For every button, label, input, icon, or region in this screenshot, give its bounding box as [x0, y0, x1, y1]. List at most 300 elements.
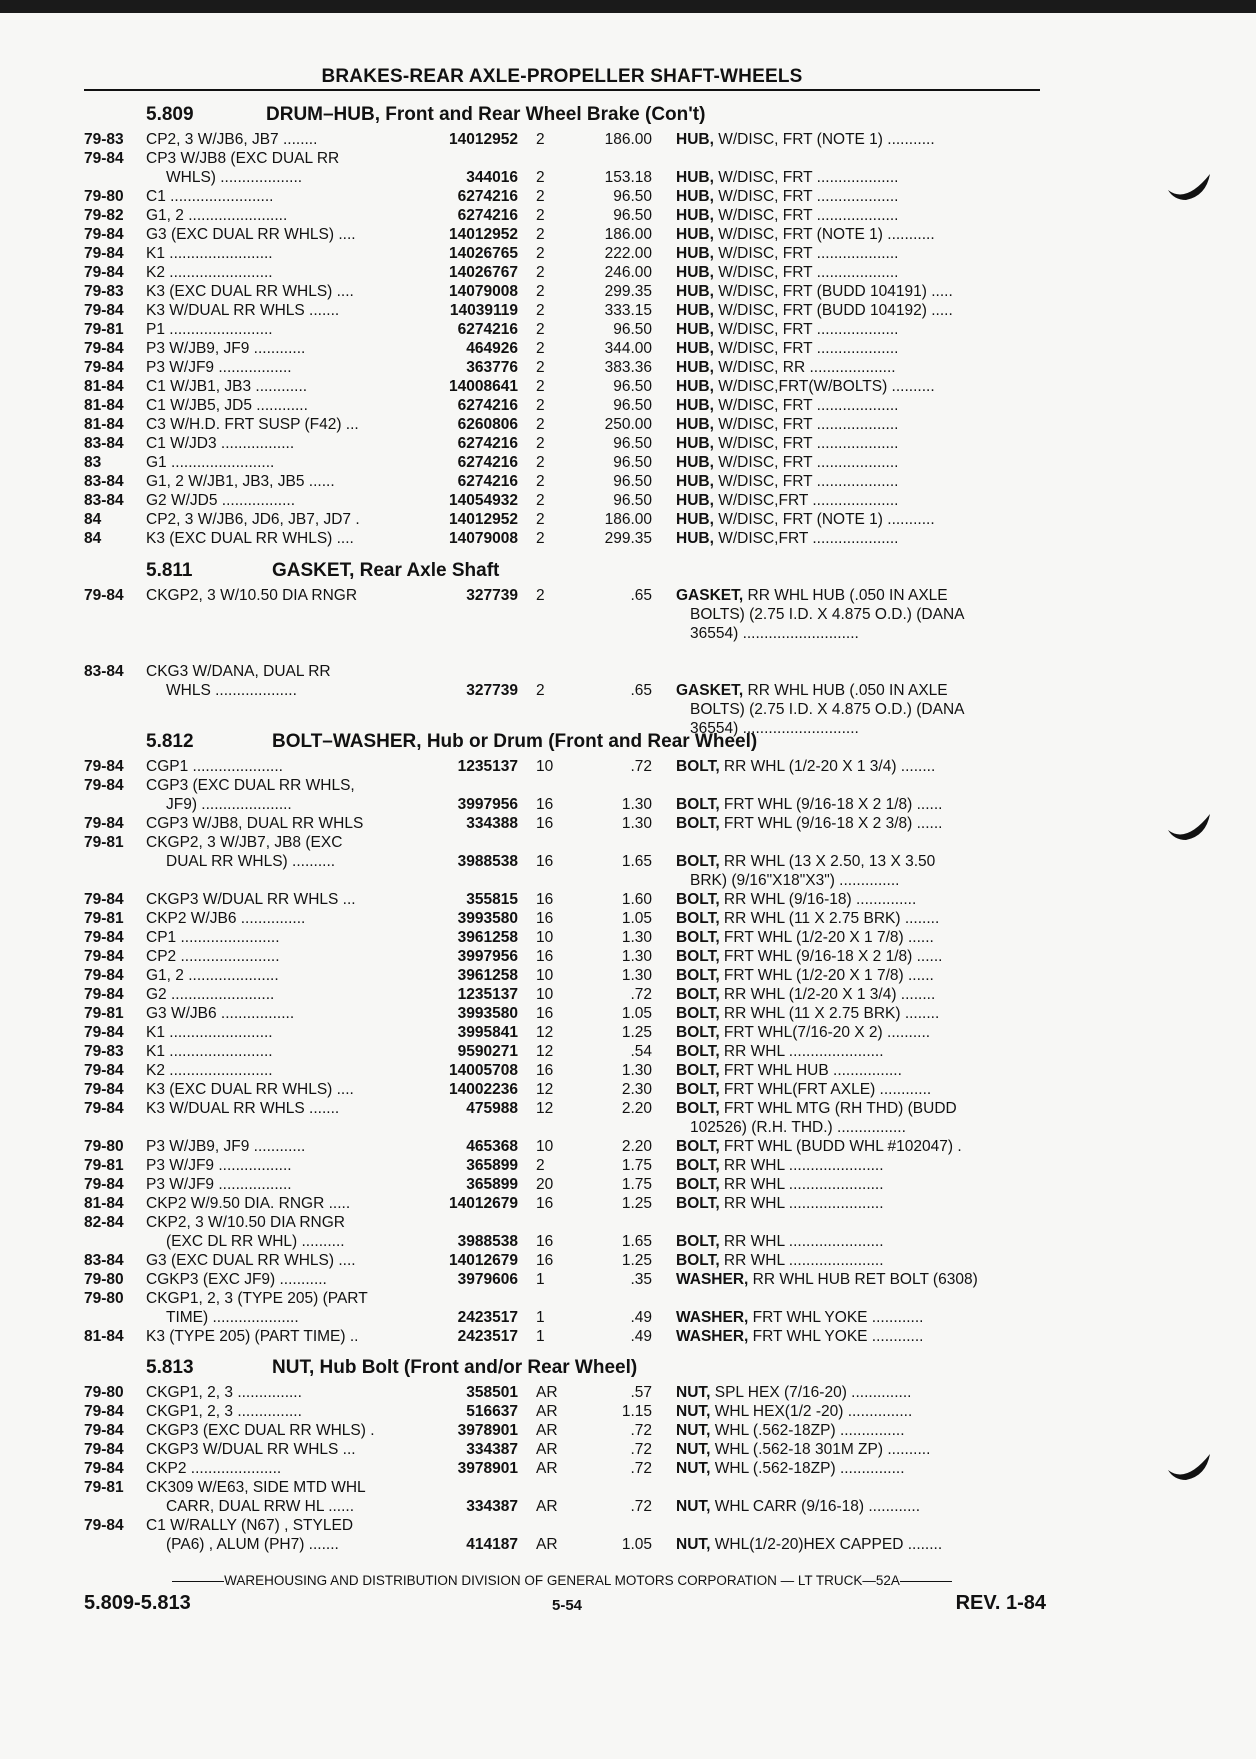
price: 1.30 — [621, 948, 652, 965]
description-text: SPL HEX (7/16-20) .............. — [710, 1384, 912, 1401]
table-row — [0, 1440, 1256, 1459]
description-text: FRT WHL YOKE ............ — [748, 1328, 924, 1345]
description-type: BOLT, — [676, 853, 720, 870]
price: 1.05 — [621, 1005, 652, 1022]
part-number: 14012952 — [449, 226, 518, 243]
table-row — [0, 1478, 1256, 1497]
quantity: 16 — [536, 1062, 554, 1079]
part-number: 475988 — [466, 1100, 518, 1117]
model-years: 79-81 — [84, 321, 124, 338]
price: 96.50 — [613, 492, 652, 509]
price: 96.50 — [613, 454, 652, 471]
description — [676, 1080, 1040, 1099]
description — [676, 871, 1054, 890]
table-row — [0, 301, 1256, 320]
description — [676, 1004, 1040, 1023]
description-text: FRT WHL (1/2-20 X 1 7/8) ...... — [719, 967, 934, 984]
table-row — [0, 1497, 1256, 1516]
description-type: HUB, — [676, 435, 714, 452]
table-row — [0, 130, 1256, 149]
description-text: BOLTS) (2.75 I.D. X 4.875 O.D.) (DANA — [690, 701, 965, 718]
model-years: 79-84 — [84, 1062, 124, 1079]
quantity: 16 — [536, 1005, 554, 1022]
description-text: W/DISC, FRT (NOTE 1) ........... — [713, 131, 935, 148]
description-text: RR WHL (11 X 2.75 BRK) ........ — [719, 1005, 940, 1022]
description-type: BOLT, — [676, 1043, 720, 1060]
quantity: AR — [536, 1422, 558, 1439]
description-text: RR WHL ...................... — [719, 1043, 884, 1060]
application: CKGP3 (EXC DUAL RR WHLS) . — [146, 1422, 375, 1439]
application: WHLS ................... — [166, 682, 297, 699]
quantity: 2 — [536, 302, 545, 319]
part-number: 14079008 — [449, 283, 518, 300]
section-number: 5.811 — [146, 560, 193, 581]
description-type: BOLT, — [676, 796, 720, 813]
table-row — [0, 605, 1256, 624]
description-text: WHL (.562-18ZP) ............... — [710, 1460, 905, 1477]
description — [676, 700, 1054, 719]
part-number: 344016 — [466, 169, 518, 186]
description-text: WHL CARR (9/16-18) ............ — [710, 1498, 921, 1515]
model-years: 81-84 — [84, 1195, 124, 1212]
table-row — [0, 700, 1256, 719]
table-row — [0, 434, 1256, 453]
quantity: AR — [536, 1403, 558, 1420]
footer-revision: REV. 1-84 — [955, 1592, 1046, 1614]
description — [676, 282, 1040, 301]
table-row — [0, 415, 1256, 434]
quantity: 2 — [536, 245, 545, 262]
quantity: 2 — [536, 283, 545, 300]
quantity: 2 — [536, 340, 545, 357]
top-scan-edge — [0, 0, 1256, 13]
table-row — [0, 1327, 1256, 1346]
application: CGKP3 (EXC JF9) ........... — [146, 1271, 327, 1288]
description-type: BOLT, — [676, 1081, 720, 1098]
description — [676, 301, 1040, 320]
description-type: BOLT, — [676, 1062, 720, 1079]
model-years: 79-84 — [84, 302, 124, 319]
binder-hole-icon — [1166, 810, 1212, 844]
description-type: WASHER, — [676, 1328, 749, 1345]
model-years: 79-83 — [84, 131, 124, 148]
quantity: 2 — [536, 587, 545, 604]
price: 222.00 — [604, 245, 652, 262]
description-type: BOLT, — [676, 1195, 720, 1212]
price: .35 — [630, 1271, 652, 1288]
part-number: 14012679 — [449, 1195, 518, 1212]
description-type: HUB, — [676, 264, 714, 281]
application: CP2, 3 W/JB6, JD6, JB7, JD7 . — [146, 511, 360, 528]
model-years: 79-84 — [84, 891, 124, 908]
quantity: 2 — [536, 264, 545, 281]
part-number: 464926 — [466, 340, 518, 357]
description-type: NUT, — [676, 1384, 711, 1401]
part-number: 6260806 — [457, 416, 518, 433]
description — [676, 947, 1040, 966]
application: (EXC DL RR WHL) .......... — [166, 1233, 345, 1250]
table-row — [0, 491, 1256, 510]
table-row — [0, 529, 1256, 548]
application: K3 W/DUAL RR WHLS ....... — [146, 1100, 340, 1117]
description-type: HUB, — [676, 492, 714, 509]
part-number: 334388 — [466, 815, 518, 832]
table-row — [0, 320, 1256, 339]
quantity: 16 — [536, 948, 554, 965]
description — [676, 1497, 1040, 1516]
price: 186.00 — [604, 131, 652, 148]
description — [676, 472, 1040, 491]
description-type: HUB, — [676, 283, 714, 300]
description-text: FRT WHL (9/16-18 X 2 3/8) ...... — [719, 815, 943, 832]
quantity: 12 — [536, 1043, 554, 1060]
price: 299.35 — [604, 283, 652, 300]
description-type: WASHER, — [676, 1271, 749, 1288]
section-heading — [0, 104, 1256, 128]
description-text: RR WHL ...................... — [719, 1157, 884, 1174]
description-type: HUB, — [676, 530, 714, 547]
application: C1 W/RALLY (N67) , STYLED — [146, 1517, 354, 1534]
description — [676, 1459, 1040, 1478]
description-text: FRT WHL(7/16-20 X 2) .......... — [719, 1024, 931, 1041]
description-text: BOLTS) (2.75 I.D. X 4.875 O.D.) (DANA — [690, 606, 965, 623]
description — [676, 339, 1040, 358]
description-text: RR WHL (9/16-18) .............. — [719, 891, 917, 908]
table-row — [0, 244, 1256, 263]
description-text: W/DISC, FRT ................... — [713, 397, 899, 414]
description-type: HUB, — [676, 169, 714, 186]
model-years: 83-84 — [84, 473, 124, 490]
table-row — [0, 1421, 1256, 1440]
quantity: 10 — [536, 986, 554, 1003]
description-text: W/DISC, FRT ................... — [713, 340, 899, 357]
application: (PA6) , ALUM (PH7) ....... — [166, 1536, 339, 1553]
table-row — [0, 1061, 1256, 1080]
description — [676, 434, 1040, 453]
application: C1 ........................ — [146, 188, 274, 205]
application: G3 W/JB6 ................. — [146, 1005, 295, 1022]
application: P3 W/JF9 ................. — [146, 1157, 292, 1174]
quantity: 16 — [536, 1252, 554, 1269]
description-text: W/DISC, FRT ................... — [713, 188, 899, 205]
price: 1.65 — [621, 853, 652, 870]
part-number: 14012952 — [449, 131, 518, 148]
application: WHLS) ................... — [166, 169, 303, 186]
quantity: 12 — [536, 1081, 554, 1098]
quantity: 16 — [536, 1233, 554, 1250]
model-years: 81-84 — [84, 397, 124, 414]
part-number: 3995841 — [457, 1024, 518, 1041]
quantity: 2 — [536, 131, 545, 148]
price: 1.30 — [621, 1062, 652, 1079]
part-number: 3997956 — [457, 948, 518, 965]
application: CP1 ....................... — [146, 929, 280, 946]
application: K2 ........................ — [146, 264, 273, 281]
quantity: 2 — [536, 397, 545, 414]
part-number: 365899 — [466, 1176, 518, 1193]
description-type: NUT, — [676, 1441, 711, 1458]
table-row — [0, 1459, 1256, 1478]
description — [676, 1402, 1040, 1421]
table-row — [0, 206, 1256, 225]
model-years: 79-84 — [84, 758, 124, 775]
table-row — [0, 909, 1256, 928]
description-text: FRT WHL HUB ................ — [719, 1062, 902, 1079]
description-text: BRK) (9/16"X18"X3") .............. — [690, 872, 900, 889]
quantity: 1 — [536, 1309, 545, 1326]
model-years: 79-84 — [84, 1100, 124, 1117]
price: 383.36 — [604, 359, 652, 376]
description-text: W/DISC, RR .................... — [713, 359, 896, 376]
model-years: 83-84 — [84, 1252, 124, 1269]
application: G3 (EXC DUAL RR WHLS) .... — [146, 1252, 356, 1269]
price: .49 — [630, 1309, 652, 1326]
price: 1.25 — [621, 1252, 652, 1269]
table-row — [0, 510, 1256, 529]
description — [676, 890, 1040, 909]
part-number: 14012952 — [449, 511, 518, 528]
description-text: 36554) ........................... — [690, 720, 859, 737]
price: 96.50 — [613, 378, 652, 395]
application: CKGP1, 2, 3 (TYPE 205) (PART — [146, 1290, 368, 1307]
description — [676, 206, 1040, 225]
model-years: 83 — [84, 454, 102, 471]
description — [676, 529, 1040, 548]
part-number: 355815 — [466, 891, 518, 908]
part-number: 334387 — [466, 1498, 518, 1515]
description — [676, 1137, 1040, 1156]
part-number: 3978901 — [457, 1422, 518, 1439]
description-text: RR WHL (1/2-20 X 1 3/4) ........ — [719, 986, 936, 1003]
table-row — [0, 890, 1256, 909]
description — [676, 187, 1040, 206]
description-type: HUB, — [676, 131, 714, 148]
section-number: 5.812 — [146, 731, 194, 752]
model-years: 79-84 — [84, 967, 124, 984]
description-text: RR WHL ...................... — [719, 1252, 884, 1269]
table-row — [0, 1118, 1256, 1137]
description-type: NUT, — [676, 1460, 711, 1477]
description — [676, 453, 1040, 472]
quantity: 16 — [536, 796, 554, 813]
description-text: RR WHL (1/2-20 X 1 3/4) ........ — [719, 758, 936, 775]
model-years: 79-84 — [84, 1517, 124, 1534]
model-years: 79-80 — [84, 1290, 124, 1307]
table-row — [0, 1213, 1256, 1232]
description — [676, 225, 1040, 244]
description-text: FRT WHL(FRT AXLE) ............ — [719, 1081, 932, 1098]
table-row — [0, 757, 1256, 776]
model-years: 79-84 — [84, 986, 124, 1003]
description-type: HUB, — [676, 321, 714, 338]
description — [676, 396, 1040, 415]
section-title: DRUM–HUB, Front and Rear Wheel Brake (Con't) — [266, 104, 706, 125]
table-row — [0, 339, 1256, 358]
application: C3 W/H.D. FRT SUSP (F42) ... — [146, 416, 359, 433]
description-type: BOLT, — [676, 1024, 720, 1041]
price: 1.30 — [621, 796, 652, 813]
price: 1.75 — [621, 1157, 652, 1174]
part-number: 6274216 — [457, 321, 518, 338]
description-type: NUT, — [676, 1403, 711, 1420]
quantity: 2 — [536, 416, 545, 433]
price: 1.25 — [621, 1024, 652, 1041]
part-number: 14039119 — [449, 302, 518, 319]
application: CKG3 W/DANA, DUAL RR — [146, 663, 331, 680]
description-text: 36554) ........................... — [690, 625, 859, 642]
part-number: 363776 — [466, 359, 518, 376]
part-number: 6274216 — [457, 188, 518, 205]
quantity: 10 — [536, 929, 554, 946]
application: G2 W/JD5 ................. — [146, 492, 295, 509]
quantity: 2 — [536, 226, 545, 243]
description-type: HUB, — [676, 416, 714, 433]
part-number: 465368 — [466, 1138, 518, 1155]
table-row — [0, 1270, 1256, 1289]
application: CKGP2, 3 W/JB7, JB8 (EXC — [146, 834, 343, 851]
description-type: HUB, — [676, 397, 714, 414]
model-years: 83-84 — [84, 492, 124, 509]
price: .72 — [630, 1441, 652, 1458]
description-text: W/DISC, FRT ................... — [713, 264, 899, 281]
section-title: BOLT–WASHER, Hub or Drum (Front and Rear Wheel) — [272, 731, 758, 752]
description-text: FRT WHL YOKE ............ — [748, 1309, 924, 1326]
description-text: WHL (.562-18ZP) ............... — [710, 1422, 905, 1439]
quantity: 10 — [536, 967, 554, 984]
application: CGP3 (EXC DUAL RR WHLS, — [146, 777, 355, 794]
application: CP3 W/JB8 (EXC DUAL RR — [146, 150, 340, 167]
application: CK309 W/E63, SIDE MTD WHL — [146, 1479, 366, 1496]
quantity: 2 — [536, 682, 545, 699]
application: CP2 ....................... — [146, 948, 280, 965]
model-years: 79-82 — [84, 207, 124, 224]
application: CKP2 W/9.50 DIA. RNGR ..... — [146, 1195, 351, 1212]
quantity: AR — [536, 1460, 558, 1477]
description-text: W/DISC, FRT ................... — [713, 473, 899, 490]
price: 2.20 — [621, 1100, 652, 1117]
price: 186.00 — [604, 511, 652, 528]
description-type: HUB, — [676, 245, 714, 262]
description — [676, 358, 1040, 377]
quantity: 2 — [536, 188, 545, 205]
price: 1.25 — [621, 1195, 652, 1212]
description-type: BOLT, — [676, 1005, 720, 1022]
quantity: 10 — [536, 1138, 554, 1155]
part-number: 516637 — [466, 1403, 518, 1420]
price: 96.50 — [613, 435, 652, 452]
price: 246.00 — [604, 264, 652, 281]
price: 1.60 — [621, 891, 652, 908]
description — [676, 1327, 1040, 1346]
model-years: 79-84 — [84, 245, 124, 262]
part-number: 3979606 — [457, 1271, 518, 1288]
description-type: HUB, — [676, 511, 714, 528]
price: 1.30 — [621, 815, 652, 832]
model-years: 79-83 — [84, 1043, 124, 1060]
part-number: 3997956 — [457, 796, 518, 813]
description — [676, 1118, 1054, 1137]
application: K1 ........................ — [146, 1043, 273, 1060]
table-row — [0, 1232, 1256, 1251]
price: 96.50 — [613, 188, 652, 205]
description — [676, 624, 1054, 643]
table-row — [0, 149, 1256, 168]
quantity: 2 — [536, 169, 545, 186]
part-number: 414187 — [466, 1536, 518, 1553]
quantity: 2 — [536, 492, 545, 509]
description-text: W/DISC, FRT (NOTE 1) ........... — [713, 226, 935, 243]
application: CKP2 ..................... — [146, 1460, 282, 1477]
description-type: HUB, — [676, 359, 714, 376]
price: .57 — [630, 1384, 652, 1401]
part-number: 14054932 — [449, 492, 518, 509]
model-years: 79-84 — [84, 150, 124, 167]
description — [676, 909, 1040, 928]
description-type: HUB, — [676, 207, 714, 224]
price: 1.75 — [621, 1176, 652, 1193]
application: P3 W/JF9 ................. — [146, 359, 292, 376]
model-years: 79-81 — [84, 1005, 124, 1022]
application: CKGP2, 3 W/10.50 DIA RNGR — [146, 587, 358, 604]
quantity: 2 — [536, 530, 545, 547]
application: CKGP3 W/DUAL RR WHLS ... — [146, 891, 356, 908]
model-years: 79-84 — [84, 1460, 124, 1477]
table-row — [0, 358, 1256, 377]
section-title: NUT, Hub Bolt (Front and/or Rear Wheel) — [272, 1357, 638, 1378]
description — [676, 586, 1040, 605]
description-type: BOLT, — [676, 1138, 720, 1155]
quantity: 12 — [536, 1100, 554, 1117]
model-years: 79-81 — [84, 834, 124, 851]
application: CKGP1, 2, 3 ............... — [146, 1403, 302, 1420]
table-row — [0, 985, 1256, 1004]
table-row — [0, 1402, 1256, 1421]
description-type: HUB, — [676, 473, 714, 490]
description — [676, 757, 1040, 776]
price: 1.30 — [621, 967, 652, 984]
table-row — [0, 928, 1256, 947]
description — [676, 377, 1040, 396]
part-number: 3988538 — [457, 853, 518, 870]
description — [676, 1042, 1040, 1061]
model-years: 81-84 — [84, 378, 124, 395]
table-row — [0, 662, 1256, 681]
model-years: 79-80 — [84, 1271, 124, 1288]
binder-hole-icon — [1166, 170, 1212, 204]
description — [676, 1270, 1040, 1289]
table-row — [0, 814, 1256, 833]
description — [676, 1156, 1040, 1175]
description-text: W/DISC, FRT (NOTE 1) ........... — [713, 511, 935, 528]
price: 344.00 — [604, 340, 652, 357]
table-row — [0, 681, 1256, 700]
price: 299.35 — [604, 530, 652, 547]
part-number: 3961258 — [457, 929, 518, 946]
model-years: 79-84 — [84, 948, 124, 965]
description — [676, 130, 1040, 149]
model-years: 79-84 — [84, 1176, 124, 1193]
table-row — [0, 776, 1256, 795]
description-type: BOLT, — [676, 910, 720, 927]
section-heading — [0, 1357, 1256, 1381]
part-number: 14002236 — [449, 1081, 518, 1098]
table-row — [0, 966, 1256, 985]
description — [676, 966, 1040, 985]
part-number: 365899 — [466, 1157, 518, 1174]
part-number: 14005708 — [449, 1062, 518, 1079]
description-text: W/DISC, FRT ................... — [713, 245, 899, 262]
model-years: 79-84 — [84, 1403, 124, 1420]
